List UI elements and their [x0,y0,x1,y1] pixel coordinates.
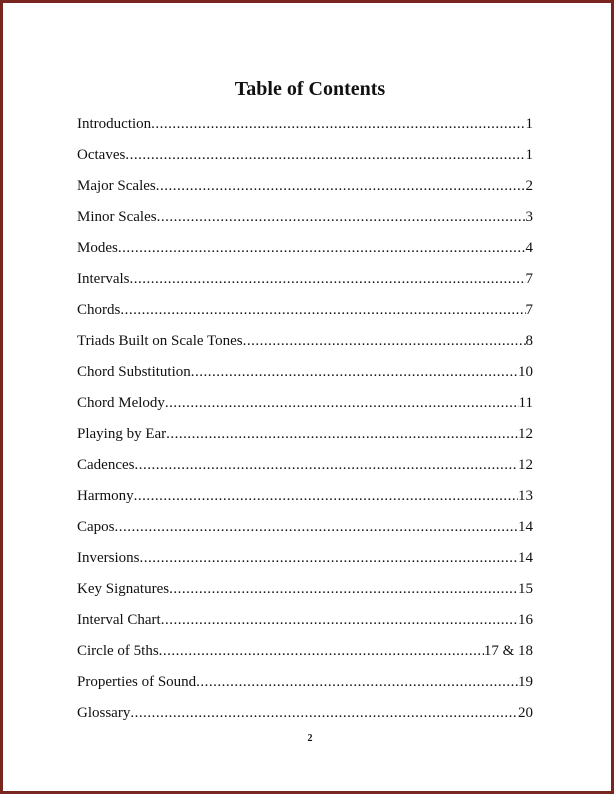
toc-entry-modes[interactable] [77,238,533,269]
toc-entry-chords[interactable] [77,300,533,331]
toc-entry-page: 10 [518,364,533,380]
toc-entry-page: 14 [518,550,533,566]
toc-entry-key-signatures[interactable] [77,579,533,610]
dot-leader [159,641,484,661]
toc-entry-glossary[interactable] [77,703,533,734]
toc-entry-label: Key Signatures [77,581,170,597]
toc-entry-cadences[interactable] [77,455,533,486]
toc-entry-minor-scales[interactable] [77,207,533,238]
toc-entry-page: 12 [518,426,533,442]
toc-entry-label: Chords [77,302,121,318]
dot-leader [165,393,519,413]
dot-leader [166,424,518,444]
toc-entry-label: Interval Chart [77,612,161,628]
toc-entry-playing-by-ear[interactable] [77,424,533,455]
toc-entry-page: 7 [525,302,533,318]
toc-entry-label: Harmony [77,488,134,504]
toc-entry-page: 20 [518,705,533,721]
toc-entry-page: 11 [518,395,533,411]
toc-entry-label: Properties of Sound [77,674,197,690]
dot-leader [140,548,519,568]
table-of-contents [77,114,533,734]
toc-entry-page: 4 [525,240,533,256]
toc-entry-capos[interactable] [77,517,533,548]
page-number: 2 [307,733,313,744]
dot-leader [151,114,525,134]
dot-leader [134,455,518,475]
toc-entry-circle-of-5ths[interactable] [77,641,533,672]
toc-entry-page: 1 [525,116,533,132]
dot-leader [156,176,526,196]
dot-leader [157,207,526,227]
toc-entry-triads-built-on-scale-tones[interactable] [77,331,533,362]
toc-entry-label: Major Scales [77,178,156,194]
toc-entry-page: 17 & 18 [483,643,533,659]
toc-entry-harmony[interactable] [77,486,533,517]
toc-entry-inversions[interactable] [77,548,533,579]
toc-entry-page: 15 [518,581,533,597]
toc-entry-label: Triads Built on Scale Tones [77,333,243,349]
toc-entry-label: Octaves [77,147,126,163]
toc-entry-label: Chord Substitution [77,364,191,380]
toc-entry-chord-substitution[interactable] [77,362,533,393]
toc-entry-label: Modes [77,240,118,256]
dot-leader [196,672,518,692]
dot-leader [129,269,525,289]
dot-leader [118,238,526,258]
dot-leader [125,145,525,165]
dot-leader [134,486,518,506]
toc-entry-label: Chord Melody [77,395,165,411]
toc-entry-label: Glossary [77,705,131,721]
dot-leader [120,300,525,320]
toc-entry-page: 8 [525,333,533,349]
toc-entry-page: 19 [518,674,533,690]
dot-leader [161,610,518,630]
dot-leader [115,517,519,537]
toc-entry-label: Minor Scales [77,209,157,225]
toc-entry-introduction[interactable] [77,114,533,145]
dot-leader [191,362,518,382]
toc-entry-major-scales[interactable] [77,176,533,207]
toc-entry-page: 13 [518,488,533,504]
toc-entry-chord-melody[interactable] [77,393,533,424]
toc-entry-page: 16 [518,612,533,628]
toc-entry-properties-of-sound[interactable] [77,672,533,703]
toc-entry-interval-chart[interactable] [77,610,533,641]
toc-entry-page: 2 [525,178,533,194]
toc-entry-octaves[interactable] [77,145,533,176]
page-title: Table of Contents [234,78,386,100]
toc-entry-label: Cadences [77,457,135,473]
toc-entry-page: 12 [518,457,533,473]
toc-entry-page: 7 [525,271,533,287]
toc-entry-label: Intervals [77,271,130,287]
dot-leader [169,579,518,599]
toc-entry-label: Introduction [77,116,152,132]
toc-entry-label: Inversions [77,550,140,566]
toc-entry-page: 14 [518,519,533,535]
toc-entry-label: Playing by Ear [77,426,167,442]
dot-leader [130,703,518,723]
toc-entry-page: 3 [525,209,533,225]
toc-entry-label: Circle of 5ths [77,643,159,659]
toc-entry-label: Capos [77,519,115,535]
toc-entry-page: 1 [525,147,533,163]
toc-entry-intervals[interactable] [77,269,533,300]
dot-leader [243,331,526,351]
